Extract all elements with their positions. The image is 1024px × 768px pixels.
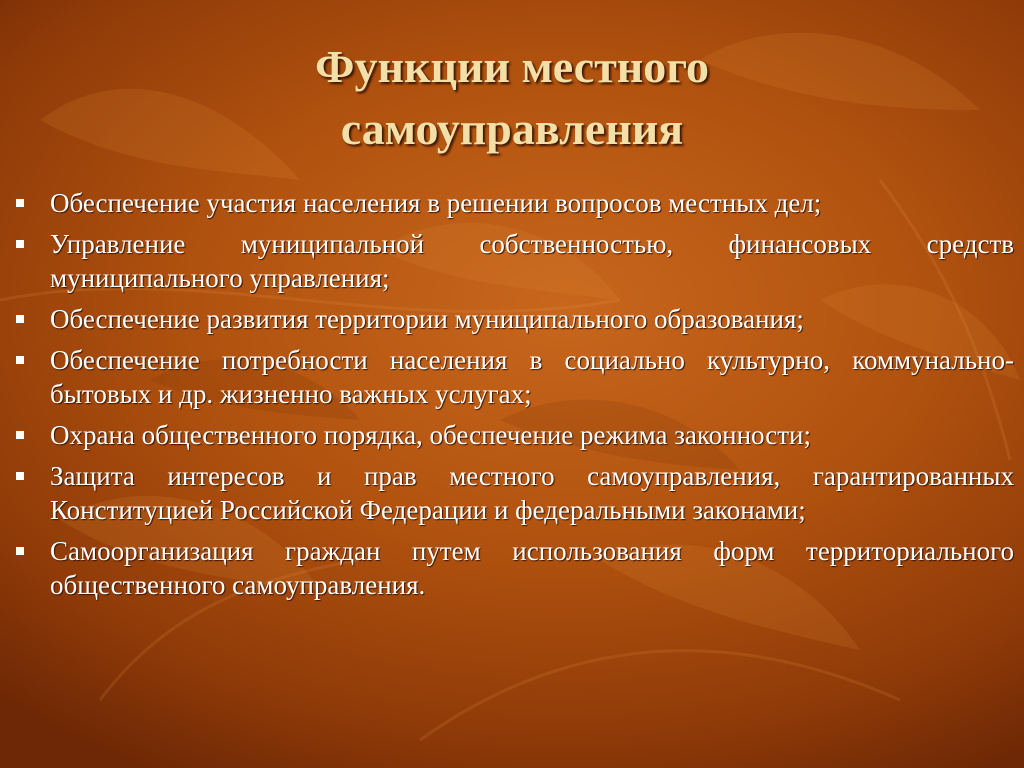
bullet-item (12, 534, 1014, 602)
bullet-item (12, 227, 1014, 295)
bullet-text: Охрана общественного порядка, обеспечение режима законности; (50, 420, 811, 450)
square-bullet-icon (16, 199, 24, 207)
square-bullet-icon (16, 547, 24, 555)
square-bullet-icon (16, 356, 24, 364)
title-line-2: самоуправления (340, 103, 684, 154)
bullet-text: Обеспечение развития территории муниципального образования; (50, 304, 804, 334)
bullet-item (12, 418, 1014, 452)
bullet-list (12, 186, 1014, 609)
bullet-item (12, 186, 1014, 220)
square-bullet-icon (16, 431, 24, 439)
bullet-item (12, 343, 1014, 411)
bullet-item (12, 302, 1014, 336)
slide-title (0, 36, 1024, 160)
square-bullet-icon (16, 472, 24, 480)
bullet-text: Самоорганизация граждан путем использования форм территориального общественного самоуправления. (50, 536, 1014, 600)
title-line-1: Функции местного (314, 41, 710, 92)
square-bullet-icon (16, 315, 24, 323)
bullet-text: Обеспечение участия населения в решении вопросов местных дел; (50, 188, 822, 218)
bullet-text: Защита интересов и прав местного самоуправления, гарантированных Конституцией Российской Федерации и федеральными законами; (50, 461, 1014, 525)
square-bullet-icon (16, 240, 24, 248)
bullet-text: Обеспечение потребности населения в социально культурно, коммунально-бытовых и др. жизненно важных услугах; (50, 345, 1014, 409)
bullet-text: Управление муниципальной собственностью, финансовых средств муниципального управления; (50, 229, 1014, 293)
bullet-item (12, 459, 1014, 527)
